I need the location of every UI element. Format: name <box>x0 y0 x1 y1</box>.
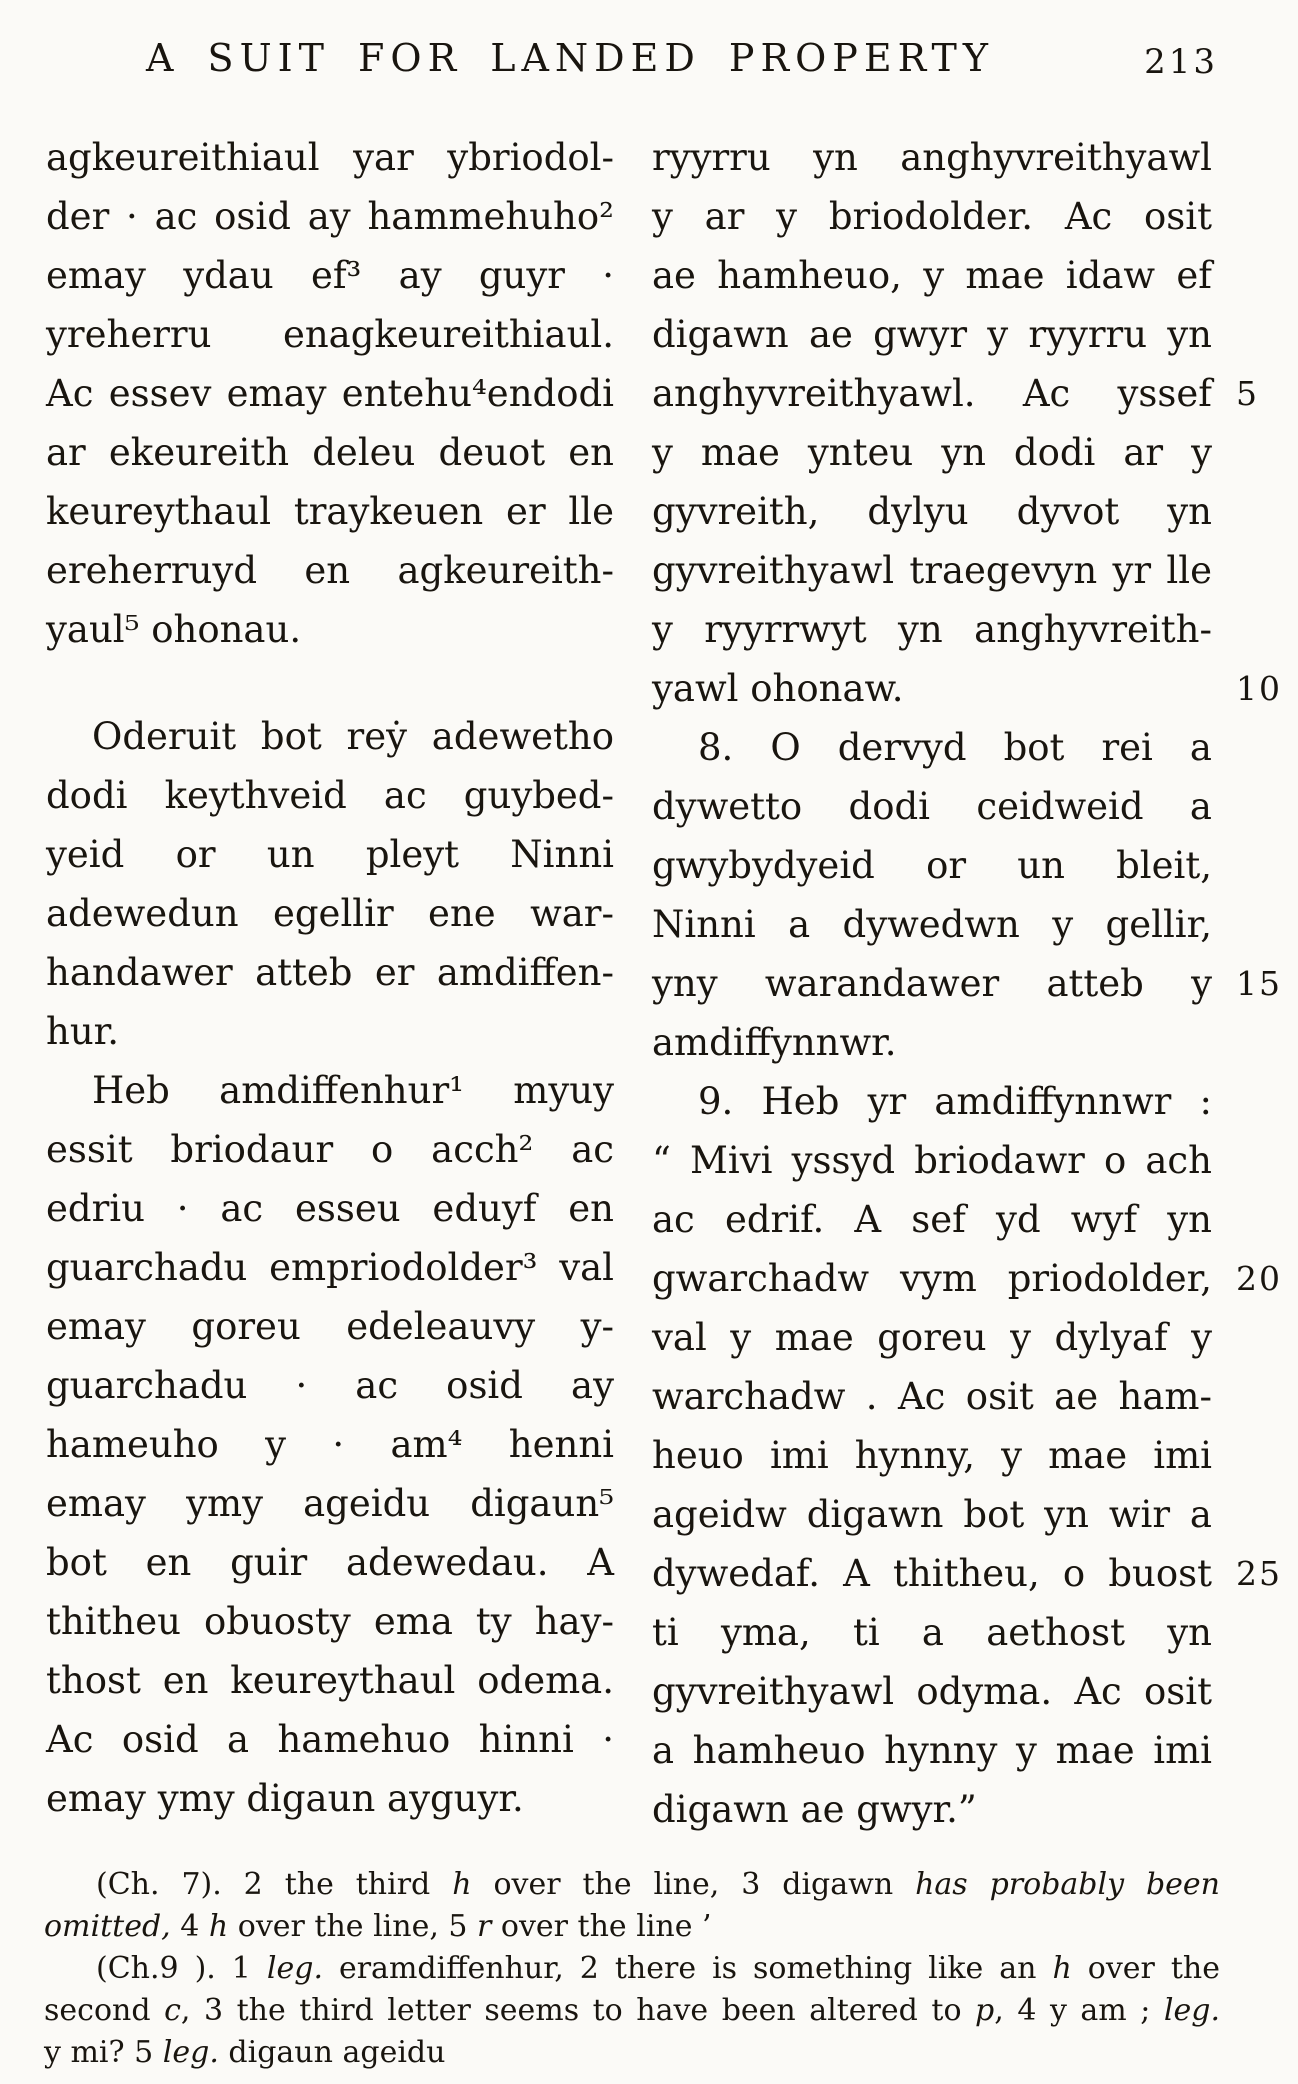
right-text-column <box>652 128 1282 1839</box>
text-line <box>652 1131 1212 1190</box>
text-line-content: ac edrif. A sef yd wyf yn <box>652 1198 1212 1241</box>
text-line <box>46 600 614 659</box>
text-line <box>652 777 1212 836</box>
margin-line-number: 10 <box>1236 669 1282 708</box>
text-line-content: dywedaf. A thitheu, o buost <box>652 1552 1212 1595</box>
footnote-italic-text: leg. <box>1163 1993 1221 2028</box>
text-line-content: thost en keureythaul odema. <box>46 1659 614 1702</box>
text-line <box>652 482 1212 541</box>
footnote-line <box>44 1864 1220 1906</box>
text-line-content: anghyvreithyawl. Ac yssef <box>652 372 1212 415</box>
text-line-content: gyvreithyawl odyma. Ac osit <box>652 1670 1212 1713</box>
text-line-content: warchadw . Ac osit ae ham- <box>652 1375 1212 1418</box>
text-line <box>652 659 1282 718</box>
text-line <box>46 1769 614 1828</box>
text-line <box>46 884 614 943</box>
text-line <box>46 1238 614 1297</box>
footnote-italic-text: h <box>452 1867 472 1902</box>
text-line-content: Oderuit bot reẏ adewetho <box>92 715 614 758</box>
footnote-text: digaun ageidu <box>218 2035 446 2070</box>
text-line <box>652 364 1259 423</box>
text-line <box>652 1603 1212 1662</box>
footnote-line <box>44 1990 1220 2032</box>
footnote-line <box>44 1906 1220 1948</box>
footnote-italic-text: r <box>477 1909 492 1944</box>
text-line-content: dodi keythveid ac guybed- <box>46 774 614 817</box>
text-line-content: y ryyrrwyt yn anghyvreith- <box>652 608 1212 651</box>
footnote-italic-text: omitted, <box>44 1909 171 1944</box>
text-line-content: adewedun egellir ene war- <box>46 892 614 935</box>
text-line-content: guarchadu empriodolder³ val <box>46 1246 614 1289</box>
text-line <box>652 1072 1212 1131</box>
text-line <box>46 1592 614 1651</box>
text-line-content: handawer atteb er amdiffen- <box>46 951 614 994</box>
text-line-content: yny warandawer atteb y <box>652 962 1212 1005</box>
text-line <box>46 128 614 187</box>
footnote-text: (Ch. 7). 2 the third <box>96 1867 453 1902</box>
text-line-content: gyvreith, dylyu dyvot yn <box>652 490 1212 533</box>
text-line-content: a hamheuo hynny y mae imi <box>652 1729 1212 1772</box>
footnote-text: , 4 y am ; <box>994 1993 1164 2028</box>
text-line-content: ti yma, ti a aethost yn <box>652 1611 1212 1654</box>
text-line-content: amdiffynnwr. <box>652 1021 897 1064</box>
text-line <box>652 954 1282 1013</box>
footnote-italic-text: c <box>164 1993 181 2028</box>
text-line <box>652 423 1212 482</box>
text-line <box>46 1415 614 1474</box>
text-line <box>46 1061 614 1120</box>
text-line-content: emay ydau ef³ ay guyr · <box>46 254 614 297</box>
footnote-italic-text: h <box>1052 1951 1072 1986</box>
text-line-content: der · ac osid ay hammehuho² <box>46 195 614 238</box>
text-line <box>652 600 1212 659</box>
text-line <box>652 1780 1212 1839</box>
text-line <box>652 1721 1212 1780</box>
footnote-text: eramdiffenhur, 2 there is something like an <box>322 1951 1053 1986</box>
text-line-content: digawn ae gwyr y ryyrru yn <box>652 313 1212 356</box>
text-line <box>46 187 614 246</box>
text-line <box>46 1002 614 1061</box>
text-line-content: keureythaul traykeuen er lle <box>46 490 614 533</box>
footnote-text: y mi? 5 <box>44 2035 163 2070</box>
text-line-content: thitheu obuosty ema ty hay- <box>46 1600 614 1643</box>
text-line <box>46 943 614 1002</box>
text-line-content: 9. Heb yr amdiffynnwr : <box>698 1080 1212 1123</box>
margin-line-number: 20 <box>1236 1259 1282 1298</box>
footnote-text: second <box>44 1993 165 2028</box>
text-line-content: 8. O dervyd bot rei a <box>698 726 1212 769</box>
margin-line-number: 15 <box>1236 964 1282 1003</box>
text-line <box>652 187 1212 246</box>
text-line-content: Heb amdiffenhur¹ myuy <box>92 1069 614 1112</box>
footnote <box>44 1948 1220 2074</box>
text-line <box>652 1544 1282 1603</box>
text-line-content: “ Mivi yssyd briodawr o ach <box>652 1139 1212 1182</box>
footnote-text: over the line, 5 <box>228 1909 478 1944</box>
text-line <box>46 246 614 305</box>
text-line <box>46 1179 614 1238</box>
text-line-content: agkeureithiaul yar ybriodol- <box>46 136 614 179</box>
text-line <box>652 541 1212 600</box>
footnote-text: , 3 the third letter seems to have been altered to <box>180 1993 976 2028</box>
text-line-content: ar ekeureith deleu deuot en <box>46 431 614 474</box>
text-line-content: Ac osid a hamehuo hinni · <box>46 1718 614 1761</box>
text-line-content: gyvreithyawl traegevyn yr lle <box>652 549 1212 592</box>
text-line <box>46 825 614 884</box>
text-line-content: yeid or un pleyt Ninni <box>46 833 614 876</box>
text-line-content: Ac essev emay entehu⁴endodi <box>46 372 614 415</box>
text-line <box>46 305 614 364</box>
text-line-content: emay ymy ageidu digaun⁵ <box>46 1482 614 1525</box>
text-line <box>652 718 1212 777</box>
text-line <box>46 1474 614 1533</box>
margin-line-number: 5 <box>1236 374 1259 413</box>
text-line <box>652 1485 1212 1544</box>
text-line-content: yawl ohonaw. <box>652 667 904 710</box>
text-line <box>652 895 1212 954</box>
text-line <box>652 305 1212 364</box>
footnote-italic-text: leg. <box>266 1951 323 1986</box>
footnote-text: over the line, 3 digawn <box>471 1867 916 1902</box>
text-line <box>652 1249 1282 1308</box>
footnotes-section <box>44 1864 1220 2074</box>
footnote-italic-text: p <box>975 1993 995 2028</box>
text-line-content: y mae ynteu yn dodi ar y <box>652 431 1212 474</box>
footnote-text: over the line ’ <box>491 1909 712 1944</box>
text-line <box>652 128 1212 187</box>
text-line-content: gwybydyeid or un bleit, <box>652 844 1212 887</box>
text-line <box>46 1297 614 1356</box>
text-line <box>652 1367 1212 1426</box>
footnote-line <box>44 2032 1220 2074</box>
text-line-content: yaul⁵ ohonau. <box>46 608 302 651</box>
text-line <box>46 541 614 600</box>
text-line <box>46 364 614 423</box>
footnote-italic-text: leg. <box>162 2035 219 2070</box>
text-line <box>46 1356 614 1415</box>
text-line-content: dywetto dodi ceidweid a <box>652 785 1212 828</box>
margin-line-number: 25 <box>1236 1554 1282 1593</box>
text-line-content: heuo imi hynny, y mae imi <box>652 1434 1212 1477</box>
text-line <box>46 1710 614 1769</box>
text-line-content: digawn ae gwyr.” <box>652 1788 977 1831</box>
text-line <box>652 1013 1212 1072</box>
page-number: 213 <box>1144 42 1218 82</box>
text-line-content: edriu · ac esseu eduyf en <box>46 1187 614 1230</box>
text-line-content: ereherruyd en agkeureith- <box>46 549 614 592</box>
text-line-content: emay goreu edeleauvy y- <box>46 1305 614 1348</box>
text-line-content: guarchadu · ac osid ay <box>46 1364 614 1407</box>
text-line-content: hur. <box>46 1010 120 1053</box>
text-line-content: y ar y briodolder. Ac osit <box>652 195 1212 238</box>
text-line <box>46 1533 614 1592</box>
text-line-content: hameuho y · am⁴ henni <box>46 1423 614 1466</box>
text-line <box>652 1190 1212 1249</box>
footnote-text: 4 <box>170 1909 209 1944</box>
text-line-content: bot en guir adewedau. A <box>46 1541 614 1584</box>
text-line <box>652 246 1212 305</box>
text-line <box>46 707 614 766</box>
text-line-content: val y mae goreu y dylyaf y <box>652 1316 1212 1359</box>
text-line <box>46 482 614 541</box>
text-line <box>46 766 614 825</box>
text-line <box>46 1120 614 1179</box>
text-line <box>652 836 1212 895</box>
text-line <box>652 1426 1212 1485</box>
text-line-content: Ninni a dywedwn y gellir, <box>652 903 1212 946</box>
footnote-italic-text: h <box>208 1909 229 1944</box>
text-line-content: yreherru enagkeureithiaul. <box>46 313 614 356</box>
footnote-italic-text: has probably been <box>915 1867 1220 1902</box>
text-line-content: ryyrru yn anghyvreithyawl <box>652 136 1212 179</box>
text-line-content: ae hamheuo, y mae idaw ef <box>652 254 1212 297</box>
text-line-content: gwarchadw vym priodolder, <box>652 1257 1212 1300</box>
running-title: A SUIT FOR LANDED PROPERTY <box>146 36 994 80</box>
text-line <box>46 423 614 482</box>
text-line-content: essit briodaur o acch² ac <box>46 1128 614 1171</box>
footnote-text: over the <box>1071 1951 1220 1986</box>
text-line-content: ageidw digawn bot yn wir a <box>652 1493 1212 1536</box>
text-line-content: emay ymy digaun ayguyr. <box>46 1777 524 1820</box>
footnote-line <box>44 1948 1220 1990</box>
text-line <box>46 1651 614 1710</box>
text-line <box>652 1308 1212 1367</box>
left-text-column <box>46 128 614 1828</box>
footnote <box>44 1864 1220 1948</box>
text-line <box>652 1662 1212 1721</box>
footnote-text: (Ch.9 ). 1 <box>96 1951 267 1986</box>
